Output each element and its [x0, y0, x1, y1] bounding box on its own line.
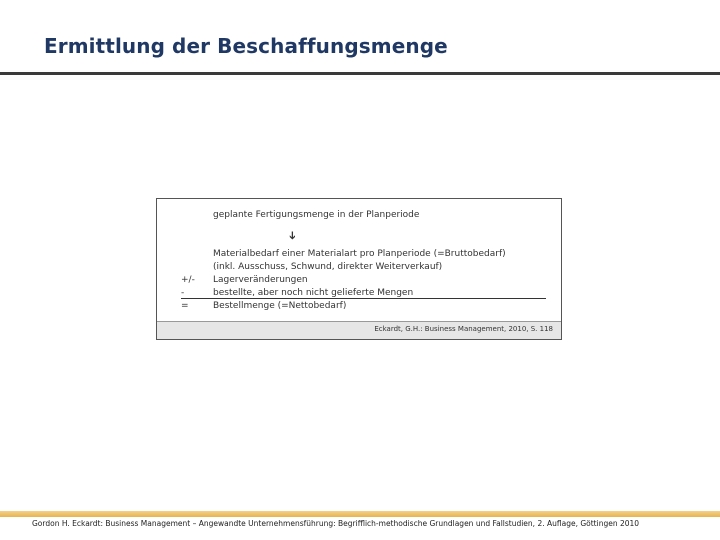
- title-divider: [0, 72, 720, 75]
- footer-citation: Gordon H. Eckardt: Business Management – Angewandte Unternehmensführung: Begrifflich-methodische Grundlagen und Fallstudien, 2. Auflage, Göttingen 2010: [32, 519, 640, 528]
- calculation-figure: [156, 198, 562, 340]
- minus-operator: -: [181, 288, 185, 298]
- planned-production-text: geplante Fertigungsmenge in der Planperiode: [213, 210, 420, 220]
- plus-minus-operator: +/-: [181, 275, 195, 285]
- gross-demand-text: Materialbedarf einer Materialart pro Planperiode (=Bruttobedarf): [213, 249, 506, 259]
- footer-accent-bar: [0, 511, 720, 517]
- page-title: Ermittlung der Beschaffungsmenge: [44, 34, 448, 58]
- down-arrow-icon: [286, 229, 300, 242]
- arrow-glyph: ➔: [286, 230, 300, 241]
- figure-source-band: [157, 321, 561, 339]
- ordered-not-delivered-text: bestellte, aber noch nicht gelieferte Mengen: [213, 288, 414, 298]
- net-demand-text: Bestellmenge (=Nettobedarf): [213, 301, 347, 311]
- stock-change-text: Lagerveränderungen: [213, 275, 308, 285]
- equals-operator: =: [181, 301, 189, 311]
- gross-demand-note: (inkl. Ausschuss, Schwund, direkter Weiterverkauf): [213, 262, 443, 272]
- sum-line: [181, 298, 546, 299]
- figure-source: Eckardt, G.H.: Business Management, 2010, S. 118: [374, 325, 553, 333]
